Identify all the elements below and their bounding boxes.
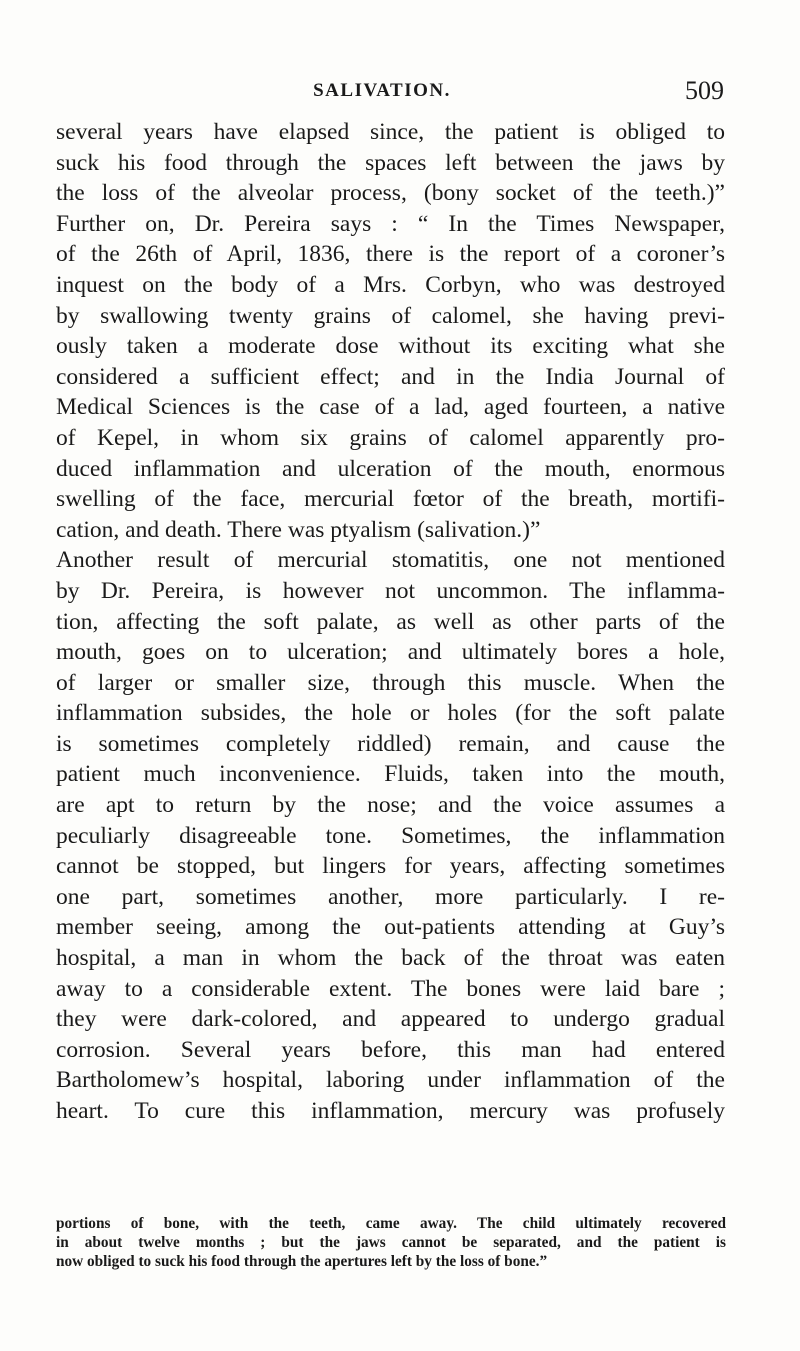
body-text <box>56 117 725 1127</box>
text-line: patient much inconvenience. Fluids, taken into the mouth, <box>56 761 725 788</box>
text-line: by Dr. Pereira, is however not uncommon. The inflamma- <box>56 577 725 604</box>
text-line: ously taken a moderate dose without its exciting what she <box>56 333 725 360</box>
text-line: member seeing, among the out-patients attending at Guy’s <box>56 914 725 941</box>
text-line: peculiarly disagreeable tone. Sometimes, the inflammation <box>56 822 725 849</box>
text-line: cannot be stopped, but lingers for years, affecting sometimes <box>56 853 725 880</box>
text-line: heart. To cure this inflammation, mercury was profusely <box>56 1098 725 1124</box>
text-line: duced inflammation and ulceration of the mouth, enormous <box>56 455 725 482</box>
running-header <box>40 76 724 106</box>
text-line: inquest on the body of a Mrs. Corbyn, who was destroyed <box>56 271 725 298</box>
text-line: of Kepel, in whom six grains of calomel apparently pro- <box>56 424 725 451</box>
text-line: Bartholomew’s hospital, laboring under inflammation of the <box>56 1067 725 1094</box>
text-line: Further on, Dr. Pereira says : “ In the Times Newspaper, <box>56 210 725 237</box>
text-line: one part, sometimes another, more particularly. I re- <box>56 883 725 910</box>
text-line: are apt to return by the nose; and the voice assumes a <box>56 792 725 819</box>
text-line: considered a sufficient effect; and in the India Journal of <box>56 363 725 390</box>
text-line: mouth, goes on to ulceration; and ultimately bores a hole, <box>56 639 725 666</box>
text-line: corrosion. Several years before, this man had entered <box>56 1036 725 1063</box>
text-line: they were dark-colored, and appeared to undergo gradual <box>56 1006 725 1033</box>
footnote-line: portions of bone, with the teeth, came away. The child ultimately recovered <box>56 1215 726 1232</box>
footnote-line: now obliged to suck his food through the apertures left by the loss of bone.” <box>56 1253 548 1271</box>
text-line: by swallowing twenty grains of calomel, she having previ- <box>56 302 725 329</box>
text-line: Another result of mercurial stomatitis, one not mentioned <box>56 547 725 574</box>
text-line: several years have elapsed since, the patient is obliged to <box>56 119 725 145</box>
text-line: the loss of the alveolar process, (bony socket of the teeth.)” <box>56 180 725 207</box>
footnote <box>56 1214 726 1272</box>
footnote-line: in about twelve months ; but the jaws cannot be separated, and the patient is <box>56 1234 726 1252</box>
text-line: of the 26th of April, 1836, there is the report of a coroner’s <box>56 241 725 268</box>
text-line: is sometimes completely riddled) remain, and cause the <box>56 730 725 757</box>
text-line: suck his food through the spaces left between the jaws by <box>56 149 725 176</box>
text-line: swelling of the face, mercurial fœtor of the breath, mortifi- <box>56 486 725 513</box>
text-line: of larger or smaller size, through this muscle. When the <box>56 669 725 696</box>
text-line: Medical Sciences is the case of a lad, aged fourteen, a native <box>56 394 725 421</box>
text-line: hospital, a man in whom the back of the throat was eaten <box>56 945 725 972</box>
text-line: tion, affecting the soft palate, as well as other parts of the <box>56 608 725 635</box>
text-line: inflammation subsides, the hole or holes (for the soft palate <box>56 700 725 727</box>
running-title: SALIVATION. <box>313 80 451 101</box>
text-line: cation, and death. There was ptyalism (salivation.)” <box>56 516 541 543</box>
text-line: away to a considerable extent. The bones were laid bare ; <box>56 975 725 1002</box>
page-number: 509 <box>685 76 724 105</box>
